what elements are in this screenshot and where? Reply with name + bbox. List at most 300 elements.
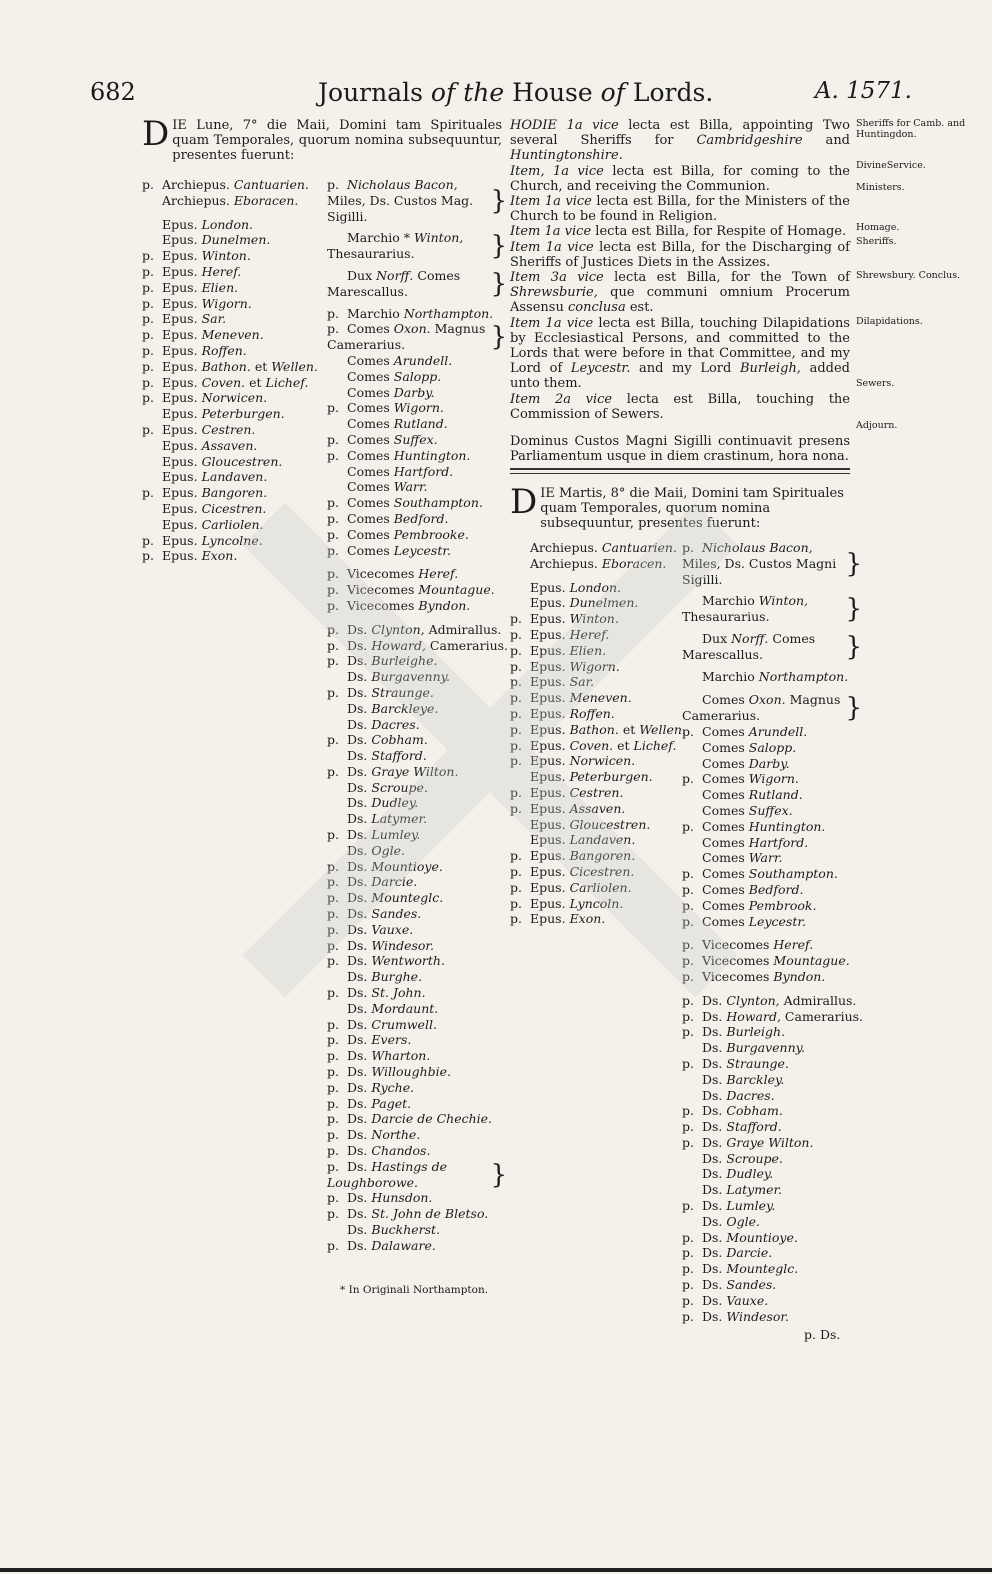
rank: et xyxy=(249,374,262,390)
name: Coven. xyxy=(569,737,614,753)
name: Byndon. xyxy=(418,597,471,613)
rank: Ds. xyxy=(347,858,368,874)
rank: Epus. xyxy=(530,911,566,927)
name: Dunelmen. xyxy=(569,595,639,611)
name: London. xyxy=(201,216,253,232)
rank: Ds. xyxy=(347,1016,368,1032)
name: Norwicen. xyxy=(201,390,268,406)
entry-text: lecta est Billa, appointing Two several Sheriffs for xyxy=(510,118,850,149)
rank: et xyxy=(622,721,636,737)
present-mark: p. xyxy=(682,881,694,897)
entry-text: lecta est Billa, touching Dilapidations by Ecclesiastical Persons, and committed to the Lords that were before in that Committee, and my Lord of xyxy=(510,315,850,377)
name: Windesor. xyxy=(371,937,434,953)
list-item xyxy=(327,874,507,890)
present-mark: p. xyxy=(327,1158,339,1174)
present-mark: p. xyxy=(327,763,339,779)
name: Cobham. xyxy=(726,1103,783,1119)
name: Straunge. xyxy=(726,1055,789,1071)
name: Huntington. xyxy=(748,818,826,834)
bill-entry xyxy=(510,224,850,239)
rank: Epus. xyxy=(162,342,198,358)
list-item xyxy=(327,1064,507,1080)
officer-item xyxy=(682,593,862,625)
present-mark: p. xyxy=(327,621,339,637)
present-mark: p. xyxy=(682,1055,694,1071)
name: Carliolen. xyxy=(569,879,632,895)
list-item xyxy=(682,866,862,882)
list-item xyxy=(510,880,680,896)
present-mark: p. xyxy=(327,890,339,906)
section-rule xyxy=(510,468,850,470)
rank: Ds. xyxy=(347,1206,368,1222)
rank: Epus. xyxy=(530,848,566,864)
entry-name: Cambridgeshire xyxy=(696,133,803,149)
present-mark: p. xyxy=(142,421,154,437)
name: Hartford. xyxy=(748,834,809,850)
list-item xyxy=(682,787,862,803)
list-item xyxy=(682,1277,862,1293)
rank: Ds. xyxy=(702,1198,723,1214)
rank: Comes xyxy=(347,510,390,526)
name: Howard, xyxy=(371,637,426,653)
margin-note: Homage. xyxy=(856,222,900,233)
name: Northe. xyxy=(371,1127,421,1143)
present-mark: p. xyxy=(142,532,154,548)
entry-text: lecta est Billa, for the Town of xyxy=(603,270,850,286)
name: Eboracen. xyxy=(233,192,299,208)
list-gap xyxy=(510,572,680,580)
list-item xyxy=(510,595,680,611)
entry-lead: HODIE 1a vice xyxy=(510,118,619,133)
rank: Archiepus. xyxy=(162,177,230,192)
rank: Epus. xyxy=(530,674,566,690)
name: Dacres. xyxy=(371,716,420,732)
name: Salopp. xyxy=(748,739,797,755)
present-mark: p. xyxy=(327,906,339,922)
rank: Ds. xyxy=(347,621,368,637)
rank: Ds. xyxy=(702,1245,723,1261)
name: London. xyxy=(569,579,621,595)
present-mark: p. xyxy=(327,1127,339,1143)
present-mark: p. xyxy=(327,1016,339,1032)
list-item xyxy=(510,690,680,706)
name: Latymer. xyxy=(371,811,428,827)
name: Graye Wilton. xyxy=(726,1134,814,1150)
name: Heref. xyxy=(569,626,610,642)
sitting-intro-may-7: D IE Lune, 7° die Maii, Domini tam Spirituales quam Temporales, quorum nomina subsequuntur, presentes fuerunt: xyxy=(142,114,502,163)
list-item xyxy=(682,740,862,756)
name: Sandes. xyxy=(371,906,422,922)
present-mark: p. xyxy=(142,279,154,295)
rank: Magnus Camerarius. xyxy=(682,692,841,724)
name: Suffex. xyxy=(748,802,793,818)
rank: Ds. xyxy=(347,874,368,890)
rank: Dux xyxy=(702,630,732,646)
list-item xyxy=(682,914,862,930)
rank: Ds. xyxy=(347,1111,368,1127)
rank: Comes xyxy=(702,913,745,929)
rank: Ds. xyxy=(347,779,368,795)
present-mark: p. xyxy=(682,1103,694,1119)
name: Coven. xyxy=(201,374,246,390)
present-mark: p. xyxy=(327,526,339,542)
rank: Ds. xyxy=(702,1008,723,1024)
list-item xyxy=(510,540,680,556)
entry-name: Leycestr. xyxy=(570,361,631,377)
rank: Comes xyxy=(347,400,390,416)
name: Bathon. xyxy=(201,358,251,374)
name: Lichef. xyxy=(265,374,309,390)
list-item xyxy=(682,756,862,772)
entry-lead: Item 3a vice xyxy=(510,270,604,286)
present-mark: p. xyxy=(682,1292,694,1308)
title-text: Thesaurarius. xyxy=(682,609,770,625)
rank: Epus. xyxy=(530,690,566,706)
present-mark: p. xyxy=(327,1032,339,1048)
present-mark: p. xyxy=(510,911,522,927)
name: Warr. xyxy=(748,850,783,866)
name: Ogle. xyxy=(726,1213,761,1229)
list-item xyxy=(142,375,312,391)
list-item xyxy=(510,911,680,927)
rank: et xyxy=(254,358,268,374)
entry-name: Huntingtonshire. xyxy=(510,148,623,164)
list-item xyxy=(682,692,862,724)
rank: Ds. xyxy=(347,684,368,700)
list-item xyxy=(510,556,680,572)
rank: Vicecomes xyxy=(702,937,770,953)
name: Sar. xyxy=(569,674,595,690)
list-item xyxy=(327,598,507,614)
list-item xyxy=(327,1190,507,1206)
name: Lyncoln. xyxy=(569,895,624,911)
rank: Comes xyxy=(702,850,745,866)
list-item xyxy=(327,543,507,559)
rank: Ds. xyxy=(702,1071,723,1087)
present-mark: p. xyxy=(327,597,339,613)
rank: Comes xyxy=(702,881,745,897)
name: Rutland. xyxy=(393,416,448,432)
margin-note: Adjourn. xyxy=(856,420,898,431)
entry-text: Dominus Custos Magni Sigilli continuavit presens Parliamentum usque in diem crastinum, hora nona. xyxy=(510,434,850,465)
name: Vauxe. xyxy=(371,921,414,937)
peers-list-2 xyxy=(682,669,862,1325)
rank: Ds. xyxy=(347,906,368,922)
left-column xyxy=(142,114,509,1253)
present-mark: p. xyxy=(682,1119,694,1135)
present-mark: p. xyxy=(327,985,339,1001)
list-item xyxy=(142,358,318,375)
present-mark: p. xyxy=(327,566,339,582)
list-item xyxy=(327,985,507,1001)
name: Meneven. xyxy=(569,690,632,706)
list-item xyxy=(327,582,507,598)
temporal-lords-list-2 xyxy=(682,540,862,1324)
name: Winton. xyxy=(201,248,251,264)
clergy-list xyxy=(142,177,318,564)
name: Leycestr. xyxy=(748,913,806,929)
entry-lead: Item 1a vice xyxy=(510,239,594,255)
present-mark: p. xyxy=(327,447,339,463)
name: Northampton. xyxy=(403,305,494,321)
name: Sandes. xyxy=(726,1277,777,1293)
present-mark: p. xyxy=(327,858,339,874)
rank: Ds. xyxy=(347,669,368,685)
list-gap xyxy=(682,684,862,692)
present-mark: p. xyxy=(510,721,522,737)
entry-text: que communi omnium Procerum Assensu xyxy=(510,285,850,316)
name: Byndon. xyxy=(773,968,826,984)
name: Winton, xyxy=(758,593,809,609)
officer-item xyxy=(682,540,862,587)
name: Bangoren. xyxy=(569,848,636,864)
rank: Epus. xyxy=(530,863,566,879)
rank: Ds. xyxy=(347,1222,368,1237)
name: Howard, xyxy=(726,1008,781,1024)
name: Wellen. xyxy=(271,358,318,374)
rank: Ds. xyxy=(702,1119,723,1135)
list-item xyxy=(682,993,862,1009)
bill-entry xyxy=(510,270,850,316)
list-item xyxy=(682,669,862,685)
present-mark: p. xyxy=(510,895,522,911)
present-mark: p. xyxy=(682,937,694,953)
rank: Marchio xyxy=(702,593,759,609)
list-item xyxy=(327,653,507,669)
list-item xyxy=(327,479,507,495)
name: Chandos. xyxy=(371,1143,431,1159)
rank: Comes xyxy=(702,692,745,708)
name: Wharton. xyxy=(371,1048,431,1064)
name: Lyncolne. xyxy=(201,532,263,548)
entry-text: and xyxy=(802,133,851,149)
rank: Ds. xyxy=(702,1150,723,1166)
name: Pembrooke. xyxy=(393,526,469,542)
name: Cicestren. xyxy=(201,500,267,516)
list-item xyxy=(682,1009,862,1025)
list-item xyxy=(682,937,862,953)
entry-name: Shrewsburie, xyxy=(510,285,598,301)
rank: Comes xyxy=(702,755,745,771)
title-text: Miles, Ds. Custos Mag. Sigilli. xyxy=(327,192,474,224)
list-item xyxy=(510,817,680,833)
entry-name: conclusa xyxy=(567,300,626,316)
rank: Ds. xyxy=(347,842,368,858)
rank: Camerarius. xyxy=(429,637,509,653)
present-mark: p. xyxy=(682,1008,694,1024)
name: Darcie de Chechie. xyxy=(371,1111,493,1127)
list-item xyxy=(682,1214,862,1230)
list-item xyxy=(510,801,680,817)
list-item xyxy=(142,469,312,485)
rank: Admirallus. xyxy=(783,992,857,1008)
list-item xyxy=(327,701,507,717)
present-mark: p. xyxy=(142,485,154,501)
list-item xyxy=(510,721,686,738)
rank: Epus. xyxy=(530,769,566,785)
list-item xyxy=(327,385,507,401)
name: Crumwell. xyxy=(371,1016,437,1032)
list-item xyxy=(682,803,862,819)
rank: Ds. xyxy=(347,953,368,969)
list-item xyxy=(510,627,680,643)
name: Gloucestren. xyxy=(569,816,651,832)
present-mark: p. xyxy=(510,626,522,642)
present-mark: p. xyxy=(682,818,694,834)
running-header xyxy=(90,78,912,114)
present-mark: p. xyxy=(327,937,339,953)
name: Wigorn. xyxy=(748,771,799,787)
name: Latymer. xyxy=(726,1182,783,1198)
name: Stafford. xyxy=(371,748,427,764)
list-item xyxy=(327,1017,507,1033)
name: Lichef. xyxy=(633,737,677,753)
list-item xyxy=(682,1024,862,1040)
name: Darby. xyxy=(393,384,435,400)
list-item xyxy=(327,369,507,385)
list-item xyxy=(327,495,507,511)
name: Wigorn. xyxy=(393,400,444,416)
rank: Ds. xyxy=(702,1134,723,1150)
rank: Ds. xyxy=(702,1087,723,1103)
present-mark: p. xyxy=(142,295,154,311)
present-mark: p. xyxy=(327,1190,339,1206)
year: A. 1571. xyxy=(814,78,912,104)
list-item xyxy=(682,1151,862,1167)
rank: Magnus Camerarius. xyxy=(327,321,486,353)
rank: Epus. xyxy=(162,406,198,422)
name: Leycestr. xyxy=(393,542,451,558)
list-item xyxy=(327,1238,507,1254)
rank: Ds. xyxy=(702,1182,723,1198)
list-item xyxy=(327,1048,507,1064)
name: Mountague. xyxy=(773,953,850,969)
officers-list-2 xyxy=(682,540,862,663)
name: Hartford. xyxy=(393,463,454,479)
list-item xyxy=(682,953,862,969)
list-item xyxy=(142,311,312,327)
entry-text: lecta est Billa, for the Ministers of the Church to be found in Religion. xyxy=(510,194,850,225)
list-item xyxy=(682,1088,862,1104)
present-mark: p. xyxy=(510,784,522,800)
rank: Comes xyxy=(702,739,745,755)
present-mark: p. xyxy=(510,674,522,690)
rank: Marchio xyxy=(702,668,755,684)
list-item xyxy=(142,327,312,343)
list-item xyxy=(510,848,680,864)
present-mark: p. xyxy=(510,658,522,674)
name: Cantuarien. xyxy=(601,540,677,555)
entry-text: est. xyxy=(625,300,654,316)
rank: Ds. xyxy=(347,1158,368,1174)
list-item xyxy=(327,859,507,875)
list-item xyxy=(327,732,507,748)
name: Barckleye. xyxy=(371,700,439,716)
rank: Ds. xyxy=(347,1000,368,1016)
list-item xyxy=(510,611,680,627)
entry-lead: Item 1a vice xyxy=(510,194,592,210)
rank: Comes xyxy=(702,897,745,913)
list-item xyxy=(682,1245,862,1261)
rank: Epus. xyxy=(162,548,198,564)
list-item xyxy=(142,548,312,564)
name: Warr. xyxy=(393,479,428,495)
present-mark: p. xyxy=(510,800,522,816)
rank: Ds. xyxy=(702,1040,723,1056)
rank: Comes xyxy=(702,834,745,850)
rank: Epus. xyxy=(530,895,566,911)
rank: Epus. xyxy=(162,279,198,295)
list-item xyxy=(327,1206,507,1222)
rank: Comes xyxy=(702,771,745,787)
name: Mountioye. xyxy=(726,1229,798,1245)
present-mark: p. xyxy=(327,684,339,700)
rank: Comes xyxy=(347,384,390,400)
list-item xyxy=(142,248,312,264)
present-mark: p. xyxy=(142,342,154,358)
rank: Archiepus. xyxy=(530,555,598,571)
name: Wellen. xyxy=(639,721,686,737)
name: Mordaunt. xyxy=(371,1000,439,1016)
present-mark: p. xyxy=(327,1143,339,1159)
name: Peterburgen. xyxy=(201,406,285,422)
name: St. John de Bletso. xyxy=(371,1206,489,1222)
rank: Comes xyxy=(702,866,745,882)
name: Ogle. xyxy=(371,842,406,858)
name: Elien. xyxy=(201,279,239,295)
name: Heref. xyxy=(773,937,814,953)
rank: Ds. xyxy=(702,1166,723,1182)
present-mark: p. xyxy=(327,305,339,321)
rank: Ds. xyxy=(347,985,368,1001)
rank: Ds. xyxy=(347,1064,368,1080)
title-text: Thesaurarius. xyxy=(327,246,415,262)
name: Lumley. xyxy=(726,1198,776,1214)
rank: Comes xyxy=(347,416,390,432)
present-mark: p. xyxy=(327,1064,339,1080)
name: Darby. xyxy=(748,755,790,771)
list-item xyxy=(510,896,680,912)
name: Paget. xyxy=(371,1095,412,1111)
rank: Camerarius. xyxy=(784,1008,864,1024)
name: Oxon. xyxy=(393,321,431,337)
rank: Ds. xyxy=(702,1261,723,1277)
present-mark: p. xyxy=(327,321,339,337)
entry-lead: Item, 1a vice xyxy=(510,163,604,179)
name: Cestren. xyxy=(201,421,256,437)
rank: Vicecomes xyxy=(347,597,415,613)
list-item xyxy=(142,406,312,422)
rank: Comes xyxy=(347,447,390,463)
list-item xyxy=(142,193,312,209)
name: Mounteglc. xyxy=(371,890,444,906)
rank: Epus. xyxy=(162,358,198,374)
list-item xyxy=(682,835,862,851)
rank: Ds. xyxy=(347,811,368,827)
rank: Ds. xyxy=(347,795,368,811)
rank: Comes xyxy=(347,526,390,542)
bill-entry xyxy=(510,194,850,224)
list-item xyxy=(327,416,507,432)
present-mark: p. xyxy=(327,1079,339,1095)
rank: Comes xyxy=(347,368,390,384)
entry-text: added unto them. xyxy=(510,361,850,392)
present-mark: p. xyxy=(142,263,154,279)
name: Norff. xyxy=(376,267,414,283)
list-item xyxy=(142,217,312,233)
name: Cobham. xyxy=(371,732,428,748)
entry-name: Burleigh, xyxy=(739,361,801,377)
